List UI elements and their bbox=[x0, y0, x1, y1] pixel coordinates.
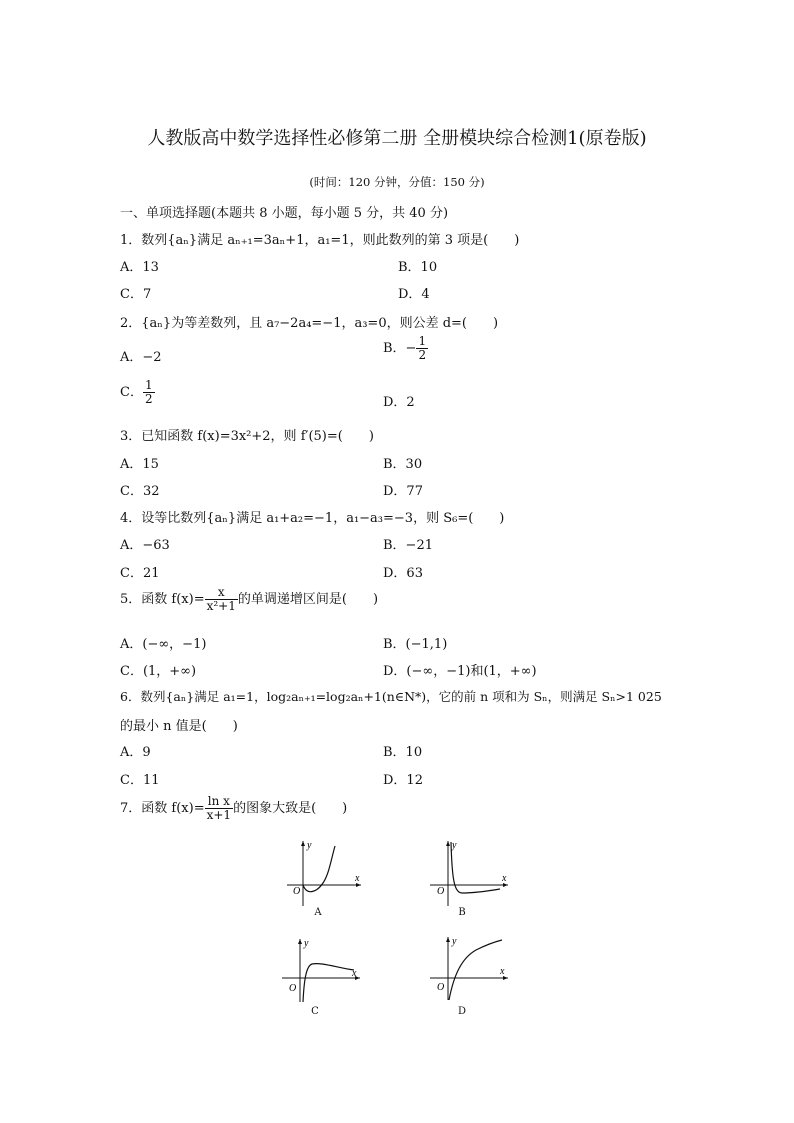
origin-label: O bbox=[289, 983, 297, 994]
y-axis-arrow bbox=[301, 841, 305, 846]
x-axis-label: x bbox=[502, 873, 507, 884]
q2-option-a: A．−2 bbox=[120, 350, 162, 365]
q7-stem bbox=[120, 795, 347, 822]
q3-stem: 3．已知函数 f(x)=3x²+2，则 f′(5)=( ) bbox=[120, 429, 374, 444]
q4-option-a: A．−63 bbox=[120, 538, 170, 553]
y-axis-arrow bbox=[446, 841, 450, 846]
q1-option-a: A．13 bbox=[120, 260, 159, 275]
fraction-numerator: ln x bbox=[205, 795, 233, 809]
y-axis-label: y bbox=[304, 938, 309, 949]
q2-stem: 2．{aₙ}为等差数列，且 a₇−2a₄=−1，a₃=0，则公差 d=( ) bbox=[120, 316, 499, 331]
y-axis-arrow bbox=[298, 939, 302, 944]
q1-option-d: D．4 bbox=[398, 287, 430, 302]
q2-option-c-prefix: C． bbox=[120, 385, 143, 401]
q2-option-d: D．2 bbox=[383, 395, 415, 410]
q3-option-c: C．32 bbox=[120, 484, 160, 499]
function-curve bbox=[449, 940, 502, 1000]
q2-option-b-fraction bbox=[416, 335, 428, 362]
x-axis-label: x bbox=[355, 873, 360, 884]
q1-option-c: C．7 bbox=[120, 287, 152, 302]
graph-b bbox=[428, 838, 513, 908]
graph-b-label: B bbox=[458, 907, 466, 918]
page-title: 人教版高中数学选择性必修第二册 全册模块综合检测1(原卷版) bbox=[147, 128, 647, 149]
q3-option-d: D．77 bbox=[383, 484, 423, 499]
function-curve bbox=[303, 964, 354, 1002]
graph-a-label: A bbox=[314, 907, 322, 918]
fraction-denominator: 2 bbox=[144, 392, 153, 407]
q6-option-b: B．10 bbox=[383, 745, 423, 760]
q6-stem-line2: 的最小 n 值是( ) bbox=[120, 719, 238, 734]
q3-option-a: A．15 bbox=[120, 457, 159, 472]
q5-option-c: C．(1，+∞) bbox=[120, 664, 197, 679]
q7-fraction bbox=[205, 795, 233, 822]
x-axis-label: x bbox=[500, 966, 505, 977]
section-heading: 一、单项选择题(本题共 8 小题，每小题 5 分，共 40 分) bbox=[120, 206, 449, 221]
q4-option-b: B．−21 bbox=[383, 538, 433, 553]
x-axis-label: x bbox=[352, 968, 357, 979]
q4-option-c: C．21 bbox=[120, 566, 160, 581]
graph-c bbox=[280, 936, 365, 1004]
fraction-denominator: 2 bbox=[418, 348, 427, 363]
q5-option-b: B．(−1,1) bbox=[383, 637, 448, 652]
q5-stem-suffix: 的单调递增区间是( ) bbox=[237, 592, 379, 608]
q2-option-b-prefix: B．− bbox=[383, 341, 417, 357]
exam-info: (时间：120 分钟，分值：150 分) bbox=[309, 175, 485, 189]
fraction-numerator: x bbox=[205, 586, 238, 600]
fraction-numerator: 1 bbox=[418, 334, 427, 348]
fraction-denominator: x²+1 bbox=[206, 599, 236, 614]
fraction-denominator: x+1 bbox=[206, 808, 232, 823]
y-axis-label: y bbox=[452, 936, 457, 947]
q5-option-a: A．(−∞，−1) bbox=[120, 637, 207, 652]
q5-stem-prefix: 5．函数 f(x)= bbox=[120, 592, 205, 608]
q4-stem: 4．设等比数列{aₙ}满足 a₁+a₂=−1，a₁−a₃=−3，则 S₆=( ) bbox=[120, 511, 505, 526]
q2-option-c-fraction bbox=[143, 379, 155, 406]
graph-a bbox=[285, 838, 365, 908]
q6-option-c: C．11 bbox=[120, 773, 160, 788]
q6-option-a: A．9 bbox=[120, 745, 151, 760]
q5-fraction bbox=[205, 586, 238, 613]
graph-c-label: C bbox=[311, 1006, 319, 1017]
q7-stem-prefix: 7．函数 f(x)= bbox=[120, 801, 205, 817]
q2-option-c bbox=[120, 379, 155, 406]
graph-d bbox=[428, 934, 513, 1002]
graph-d-label: D bbox=[457, 1006, 467, 1017]
y-axis-label: y bbox=[452, 840, 457, 851]
y-axis-arrow bbox=[446, 937, 450, 942]
q6-option-d: D．12 bbox=[383, 773, 423, 788]
q3-option-b: B．30 bbox=[383, 457, 423, 472]
q5-option-d: D．(−∞，−1)和(1，+∞) bbox=[383, 664, 537, 679]
q5-stem bbox=[120, 586, 378, 613]
q6-stem-line1: 6．数列{aₙ}满足 a₁=1，log₂aₙ₊₁=log₂aₙ+1(n∈N*)，它的前 n 项和为 Sₙ，则满足 Sₙ>1 025 bbox=[120, 689, 662, 704]
q2-option-b bbox=[383, 335, 428, 362]
y-axis-label: y bbox=[307, 840, 312, 851]
origin-label: O bbox=[293, 886, 301, 897]
origin-label: O bbox=[437, 886, 445, 897]
q7-stem-suffix: 的图象大致是( ) bbox=[233, 801, 348, 817]
q1-option-b: B．10 bbox=[398, 260, 438, 275]
origin-label: O bbox=[437, 982, 445, 993]
fraction-numerator: 1 bbox=[144, 378, 153, 392]
q1-stem: 1．数列{aₙ}满足 aₙ₊₁=3aₙ+1，a₁=1，则此数列的第 3 项是( ) bbox=[120, 233, 520, 248]
q4-option-d: D．63 bbox=[383, 566, 423, 581]
